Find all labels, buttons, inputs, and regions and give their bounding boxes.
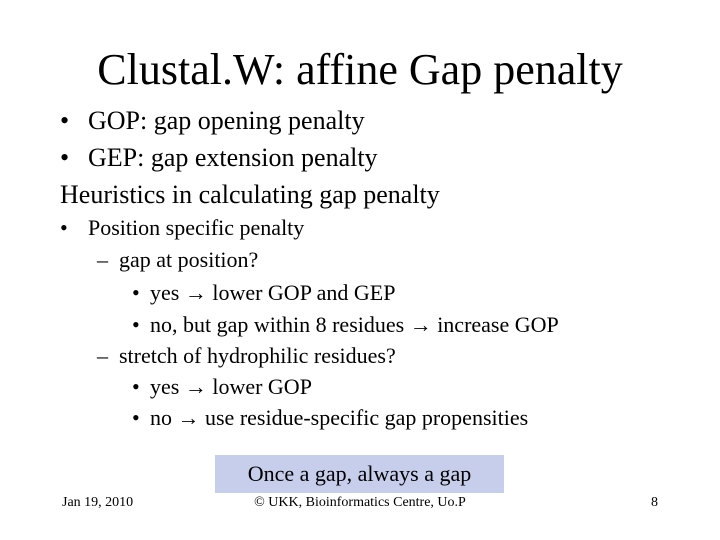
sub-sub-bullet-text: no, but gap within 8 residues → increase GOP [150, 312, 559, 337]
footer-copyright: © UKK, Bioinformatics Centre, Uo.P [254, 495, 466, 510]
bullet-marker: • [132, 280, 140, 305]
bullet-text: GOP: gap opening penalty [88, 106, 365, 135]
sub-bullet-2 [97, 342, 396, 370]
bullet-marker: • [60, 215, 68, 240]
footer-page-number: 8 [651, 495, 658, 510]
sub-bullet-1 [97, 246, 258, 274]
sub-sub-bullet-3 [132, 373, 312, 401]
section-heading [60, 179, 440, 211]
bullet-text: Position specific penalty [88, 215, 305, 240]
sub-sub-bullet-2 [132, 311, 559, 339]
heading-text: Heuristics in calculating gap penalty [60, 180, 440, 209]
sub-bullet-text: stretch of hydrophilic residues? [119, 343, 396, 368]
sub-bullet-text: gap at position? [119, 247, 259, 272]
slide-title: Clustal.W: affine Gap penalty [97, 45, 623, 94]
bullet-marker: • [60, 143, 70, 172]
bullet-line-3 [60, 214, 304, 242]
sub-sub-bullet-1 [132, 279, 395, 307]
callout-box: Once a gap, always a gap [215, 455, 504, 493]
sub-sub-bullet-text: no → use residue-specific gap propensities [150, 405, 529, 430]
bullet-line-2 [60, 142, 378, 174]
bullet-marker: • [60, 106, 70, 135]
bullet-line-1 [60, 105, 365, 137]
bullet-marker: • [132, 374, 140, 399]
bullet-marker: • [132, 405, 140, 430]
sub-sub-bullet-text: yes → lower GOP [150, 374, 312, 399]
dash-marker: – [97, 343, 108, 368]
footer-date: Jan 19, 2010 [62, 495, 134, 510]
dash-marker: – [97, 247, 108, 272]
bullet-text: GEP: gap extension penalty [88, 143, 378, 172]
sub-sub-bullet-text: yes → lower GOP and GEP [150, 280, 396, 305]
sub-sub-bullet-4 [132, 404, 528, 432]
bullet-marker: • [132, 312, 140, 337]
